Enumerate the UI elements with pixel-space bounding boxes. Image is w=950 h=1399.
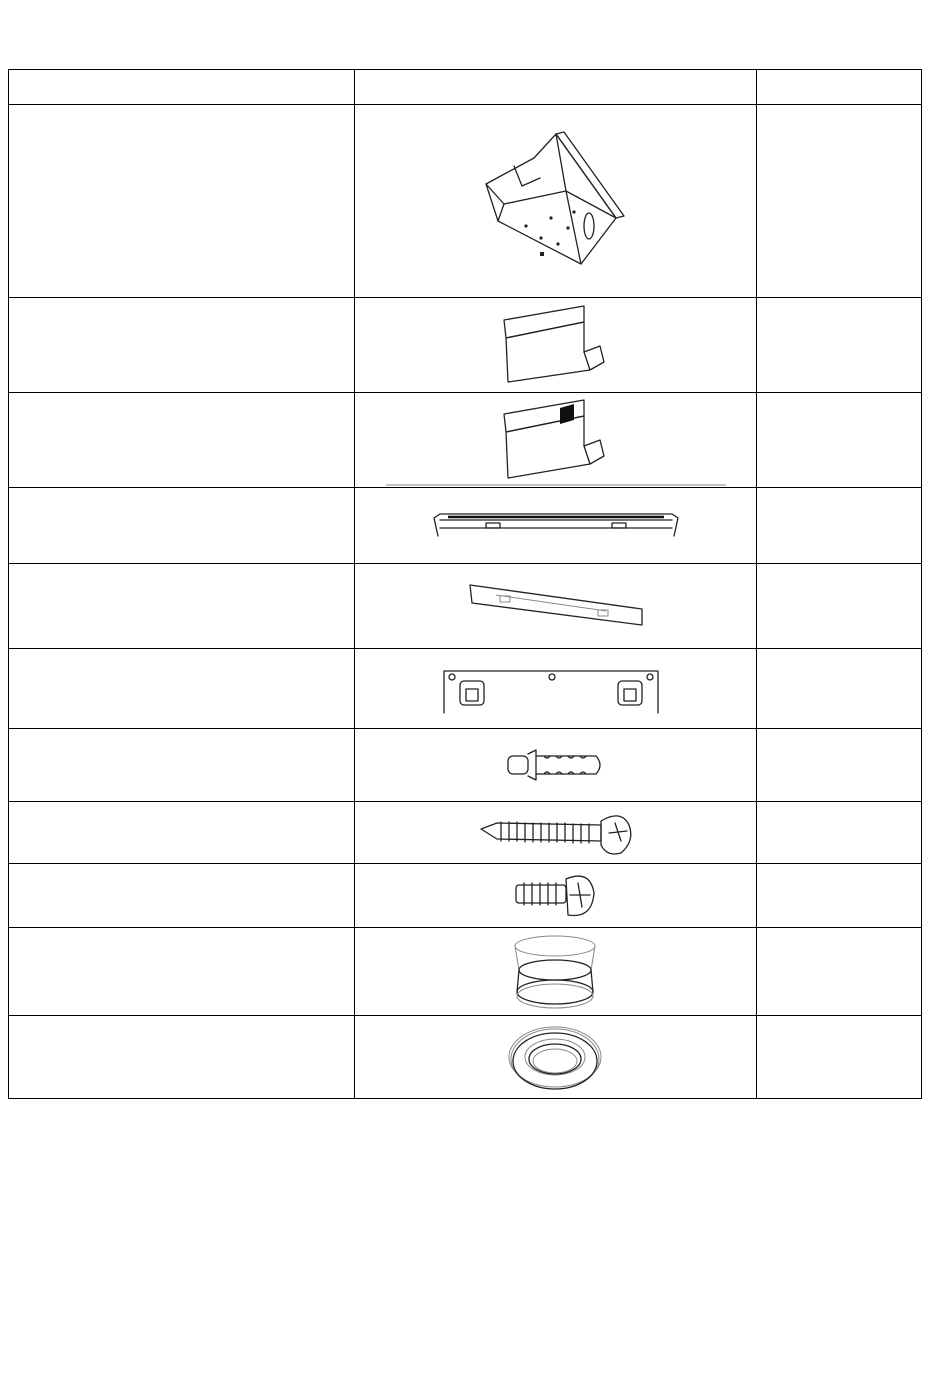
duct-adapter-drawing-icon [501, 930, 611, 1014]
part-quantity [757, 802, 922, 864]
wall-bracket-drawing-icon [426, 496, 686, 556]
part-name [9, 488, 355, 564]
header-quantity [757, 70, 922, 105]
table-row [9, 1016, 922, 1099]
table-row [9, 729, 922, 802]
table-row [9, 864, 922, 928]
part-name [9, 298, 355, 393]
part-name [9, 105, 355, 298]
table-row [9, 928, 922, 1016]
table-row [9, 564, 922, 649]
part-quantity [757, 864, 922, 928]
part-quantity [757, 1016, 922, 1099]
part-name [9, 564, 355, 649]
part-quantity [757, 928, 922, 1016]
part-name [9, 1016, 355, 1099]
table-row [9, 105, 922, 298]
hood-body-drawing-icon [456, 116, 656, 286]
table-row [9, 393, 922, 488]
part-image [355, 729, 757, 802]
part-image [355, 298, 757, 393]
part-image [355, 864, 757, 928]
chimney-cover-lower-drawing-icon [376, 394, 736, 486]
part-image [355, 105, 757, 298]
part-name [9, 393, 355, 488]
part-quantity [757, 564, 922, 649]
part-quantity [757, 729, 922, 802]
part-name [9, 729, 355, 802]
chimney-cover-upper-drawing-icon [486, 300, 626, 390]
part-image [355, 564, 757, 649]
parts-table [8, 69, 922, 1099]
part-quantity [757, 298, 922, 393]
flat-bracket-drawing-icon [456, 571, 656, 641]
part-quantity [757, 649, 922, 729]
part-name [9, 928, 355, 1016]
table-row [9, 488, 922, 564]
part-name [9, 802, 355, 864]
mounting-plate-drawing-icon [436, 659, 676, 719]
table-row [9, 802, 922, 864]
wall-plug-drawing-icon [496, 740, 616, 790]
short-screw-drawing-icon [506, 867, 606, 925]
table-header-row [9, 70, 922, 105]
table-row [9, 298, 922, 393]
part-quantity [757, 105, 922, 298]
part-quantity [757, 488, 922, 564]
part-image [355, 649, 757, 729]
part-name [9, 649, 355, 729]
table-row [9, 649, 922, 729]
part-image [355, 928, 757, 1016]
part-image [355, 393, 757, 488]
ring-flange-drawing-icon [501, 1017, 611, 1097]
header-part-image [355, 70, 757, 105]
part-name [9, 864, 355, 928]
long-screw-drawing-icon [471, 805, 641, 861]
part-image [355, 802, 757, 864]
header-part-name [9, 70, 355, 105]
part-quantity [757, 393, 922, 488]
part-image [355, 488, 757, 564]
part-image [355, 1016, 757, 1099]
